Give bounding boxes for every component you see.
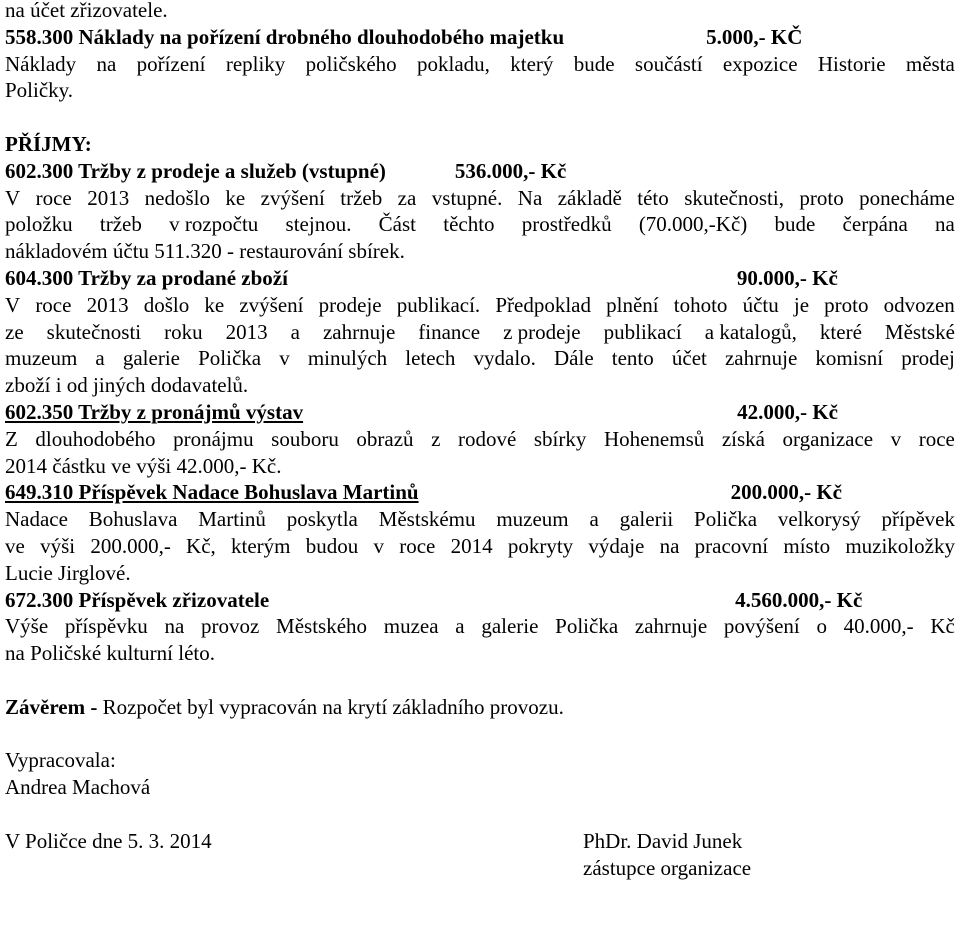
document-page <box>5 0 955 881</box>
item-602350-title: 602.350 Tržby z pronájmů výstav <box>5 399 304 424</box>
signature-block <box>5 828 955 882</box>
income-heading: PŘÍJMY: <box>5 131 92 156</box>
item-649310-amount: 200.000,- Kč <box>730 480 842 505</box>
item-672300-text-line: Výše příspěvku na provoz Městského muzea a galerie Polička zahrnuje povýšení o 40.000,- Kč <box>5 614 955 639</box>
item-672300-title: 672.300 Příspěvek zřizovatele <box>5 587 270 612</box>
item-604300-amount: 90.000,- Kč <box>736 265 838 290</box>
item-649310-text-line: Lucie Jirglové. <box>5 560 131 585</box>
item-604300-text-line: ze skutečnosti roku 2013 a zahrnuje finance z prodeje publikací a katalogů, které Městské <box>5 319 955 344</box>
item-602300-title: 602.300 Tržby z prodeje a služeb (vstupné) <box>5 158 386 183</box>
item-649310-title: 649.310 Příspěvek Nadace Bohuslava Martinů <box>5 480 419 505</box>
item-602350-text-line: 2014 částku ve výši 42.000,- Kč. <box>5 453 282 478</box>
item-602350-text-line: Z dlouhodobého pronájmu souboru obrazů z rodové sbírky Hohenemsů získá organizace v roce <box>5 426 955 451</box>
place-date: V Poličce dne 5. 3. 2014 <box>5 828 212 853</box>
prepared-label: Vypracovala: <box>5 748 116 773</box>
conclusion <box>5 694 955 721</box>
item-558300-heading <box>5 24 955 51</box>
item-558300-text-line: Poličky. <box>5 78 74 103</box>
conclusion-label: Závěrem - <box>5 694 98 719</box>
item-602350-heading <box>5 399 955 426</box>
signatory-name: PhDr. David Junek <box>583 828 743 853</box>
item-649310-heading <box>5 479 955 506</box>
item-558300-amount: 5.000,- KČ <box>706 24 803 49</box>
item-672300-heading <box>5 587 955 614</box>
conclusion-text: Rozpočet byl vypracován na krytí základního provozu. <box>97 694 564 719</box>
prepared-name: Andrea Machová <box>5 775 151 800</box>
item-558300-title: 558.300 Náklady na pořízení drobného dlouhodobého majetku <box>5 24 565 49</box>
item-604300-heading <box>5 265 955 292</box>
item-602350-amount: 42.000,- Kč <box>737 399 838 424</box>
item-602300-text-line: položku tržeb v rozpočtu stejnou. Část těchto prostředků (70.000,-Kč) bude čerpána na <box>5 212 955 237</box>
item-558300-text-line: Náklady na pořízení repliky poličského pokladu, který bude součástí expozice Historie města <box>5 51 955 76</box>
item-604300-text-line: muzeum a galerie Polička v minulých letech vydalo. Dále tento účet zahrnuje komisní prodej <box>5 346 955 371</box>
item-649310-text-line: ve výši 200.000,- Kč, kterým budou v roce 2014 pokryty výdaje na pracovní místo muzikoložky <box>5 533 955 558</box>
item-604300-text-line: zboží i od jiných dodavatelů. <box>5 373 249 398</box>
item-672300-text-line: na Poličské kulturní léto. <box>5 641 215 666</box>
intro-tail: na účet zřizovatele. <box>5 0 168 22</box>
item-604300-title: 604.300 Tržby za prodané zboží <box>5 265 288 290</box>
item-604300-text-line: V roce 2013 došlo ke zvýšení prodeje publikací. Předpoklad plnění tohoto účtu je proto odvozen <box>5 292 955 317</box>
signatory-role: zástupce organizace <box>583 855 752 880</box>
item-602300-amount: 536.000,- Kč <box>454 158 567 183</box>
item-602300-text-line: nákladovém účtu 511.320 - restaurování sbírek. <box>5 239 405 264</box>
item-649310-text-line: Nadace Bohuslava Martinů poskytla Městskému muzeum a galerii Polička velkorysý přípěvek <box>5 507 955 532</box>
item-672300-amount: 4.560.000,- Kč <box>735 587 863 612</box>
item-602300-text-line: V roce 2013 nedošlo ke zvýšení tržeb za vstupné. Na základě této skutečnosti, proto ponecháme <box>5 185 955 210</box>
item-602300-heading <box>5 158 955 185</box>
